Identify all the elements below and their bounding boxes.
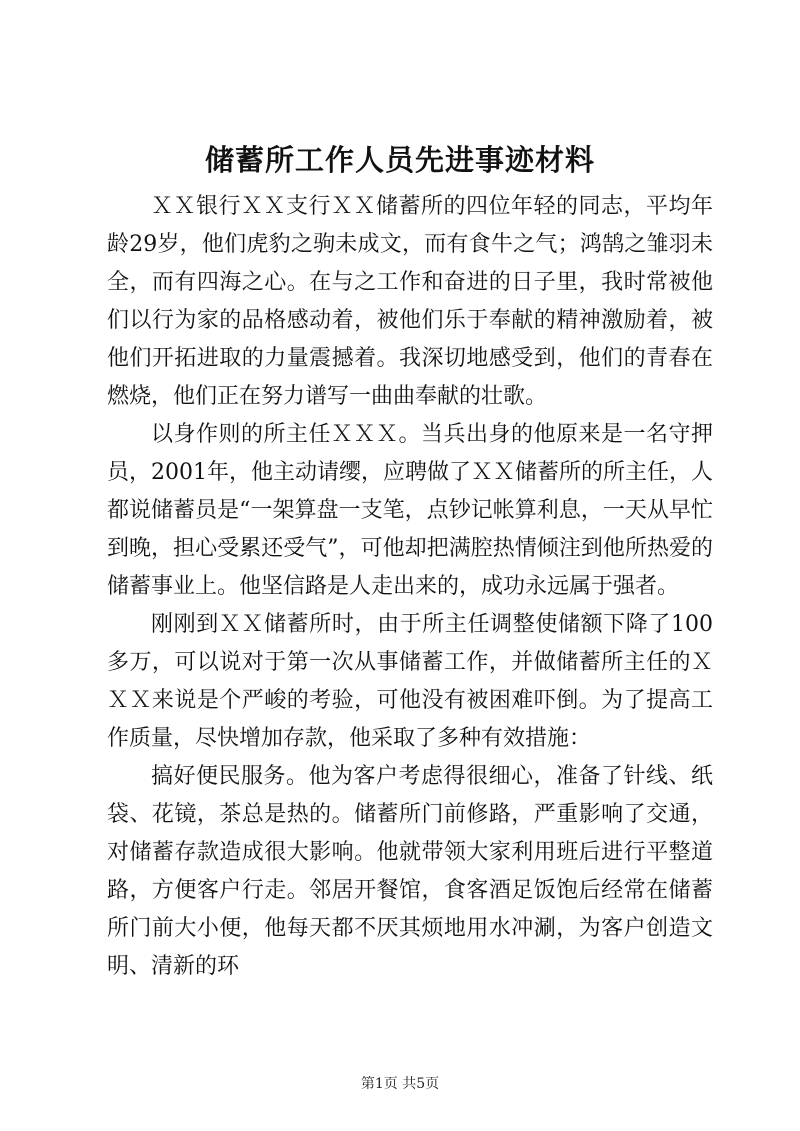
paragraph-intro: ＸＸ银行ＸＸ支行ＸＸ储蓄所的四位年轻的同志，平均年龄29岁，他们虎豹之驹未成文，而有食牛之气；鸿鹄之雏羽未全，而有四海之心。在与之工作和奋进的日子里，我时常被他们以行为家的品格感动着，被他们乐于奉献的精神激励着，被他们开拓进取的力量震撼着。我深切地感受到，他们的青春在燃烧，他们正在努力谱写一曲曲奉献的壮歌。 xyxy=(107,194,713,409)
paragraph-challenge: 刚刚到ＸＸ储蓄所时，由于所主任调整使储额下降了100多万，可以说对于第一次从事储蓄工作，并做储蓄所主任的ＸＸＸ来说是个严峻的考验，可他没有被困难吓倒。为了提高工作质量，尽快增加存款，他采取了多种有效措施： xyxy=(107,612,713,751)
paragraph-director: 以身作则的所主任ＸＸＸ。当兵出身的他原来是一名守押员，2001年，他主动请缨，应聘做了ＸＸ储蓄所的所主任，人都说储蓄员是“一架算盘一支笔，点钞记帐算利息，一天从早忙到晚，担心受累还受气”，可他却把满腔热情倾注到他所热爱的储蓄事业上。他坚信路是人走出来的，成功永远属于强者。 xyxy=(107,422,713,599)
document-body xyxy=(107,188,713,986)
page-title: 储蓄所工作人员先进事迹材料 xyxy=(204,143,595,177)
paragraph-service: 搞好便民服务。他为客户考虑得很细心，准备了针线、纸袋、花镜，茶总是热的。储蓄所门前修路，严重影响了交通，对储蓄存款造成很大影响。他就带领大家利用班后进行平整道路，方便客户行走。邻居开餐馆，食客酒足饭饱后经常在储蓄所门前大小便，他每天都不厌其烦地用水冲涮，为客户创造文明、清新的环 xyxy=(107,764,713,979)
page-footer: 第1页 共5页 xyxy=(360,1076,440,1092)
